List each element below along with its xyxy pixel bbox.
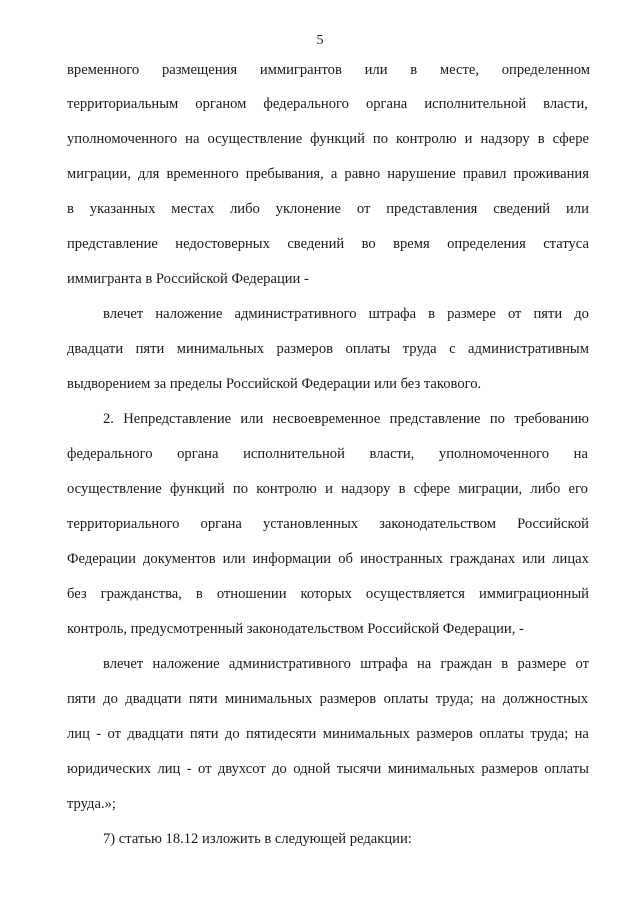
word: размере	[447, 306, 496, 322]
word: уполномоченного	[438, 446, 550, 462]
text-line-18	[103, 655, 589, 673]
word: минимальных	[387, 761, 475, 777]
text-line-21	[67, 760, 589, 778]
word: влечет	[103, 306, 144, 322]
word: или	[240, 411, 264, 427]
word: федерального	[263, 96, 349, 112]
word: территориальным	[67, 96, 179, 112]
word: сведений	[287, 236, 345, 252]
word: контролю	[256, 481, 317, 497]
word: сфере	[413, 481, 451, 497]
word: либо	[229, 201, 260, 217]
text-line-6	[67, 235, 589, 253]
text-line-16	[67, 585, 589, 603]
word: отношении	[216, 586, 287, 602]
word: миграции,	[67, 166, 131, 182]
word: размещения	[161, 62, 238, 78]
word: пребывания,	[245, 166, 324, 182]
text-line-11	[103, 410, 589, 428]
word: оплаты	[383, 691, 429, 707]
word: труда	[402, 341, 437, 357]
word: и	[325, 481, 333, 497]
word: во	[361, 236, 376, 252]
word: территориального	[67, 516, 180, 532]
word: уклонение	[275, 201, 342, 217]
word: до	[272, 761, 287, 777]
text-line-12	[67, 445, 588, 463]
word: на	[185, 131, 200, 147]
word: размеров	[416, 726, 473, 742]
word: юридических	[67, 761, 152, 777]
text-line-14	[67, 515, 589, 533]
word: уполномоченного	[67, 131, 178, 147]
word: временного	[67, 62, 140, 78]
text-line-13	[67, 480, 588, 498]
word: от	[107, 726, 121, 742]
word: до	[103, 691, 118, 707]
text-line-23: 7) статью 18.12 изложить в следующей редакции:	[103, 831, 412, 847]
word: власти,	[543, 96, 588, 112]
text-line-9	[67, 340, 589, 358]
word: а	[330, 166, 338, 182]
word: и	[464, 131, 473, 147]
word: федерального	[67, 446, 153, 462]
word: или	[522, 551, 546, 567]
word: до	[224, 726, 240, 742]
word: наложение	[152, 656, 220, 672]
word: по	[232, 481, 249, 497]
word: иммигрантов	[259, 62, 342, 78]
word: гражданах	[449, 551, 516, 567]
text-line-10: выдворением за пределы Российской Федерации или без такового.	[67, 376, 482, 392]
word: указанных	[89, 201, 156, 217]
word: исполнительной	[243, 446, 345, 462]
word: об	[338, 551, 353, 567]
word: минимальных	[322, 726, 410, 742]
word: время	[393, 236, 430, 252]
word: штрафа	[360, 656, 408, 672]
word: по	[489, 411, 505, 427]
word: на	[481, 691, 496, 707]
word: представление	[67, 236, 158, 252]
word: в	[398, 481, 406, 497]
word: одной	[293, 761, 331, 777]
word: сфере	[552, 131, 589, 147]
word: в	[410, 62, 418, 78]
text-line-3	[67, 130, 589, 148]
word: сведений	[493, 201, 551, 217]
word: размеров	[276, 341, 334, 357]
word: определенном	[501, 62, 590, 78]
word: контролю	[396, 131, 457, 147]
word: -	[96, 726, 102, 742]
word: Федерации	[67, 551, 136, 567]
word: двадцати	[127, 726, 184, 742]
word: или	[364, 62, 388, 78]
word: граждан	[440, 656, 493, 672]
word: с	[449, 341, 456, 357]
word: наложение	[155, 306, 223, 322]
word: правил	[462, 166, 507, 182]
word: или	[565, 201, 589, 217]
page-number: 5	[316, 33, 324, 48]
word: размеров	[319, 691, 377, 707]
word: двухсот	[217, 761, 266, 777]
word: миграции,	[458, 481, 523, 497]
word: документов	[142, 551, 216, 567]
word: влечет	[103, 656, 144, 672]
text-line-22: труда.»;	[67, 796, 116, 812]
word: в	[537, 131, 545, 147]
word: штрафа	[368, 306, 417, 322]
word: оплаты	[544, 761, 589, 777]
word: без	[67, 586, 87, 602]
word: определения	[447, 236, 526, 252]
word: административным	[468, 341, 589, 357]
word: функций	[310, 131, 365, 147]
word: нарушение	[387, 166, 456, 182]
word: законодательством	[379, 516, 496, 532]
word: в	[501, 656, 509, 672]
word: лицах	[552, 551, 589, 567]
word: местах	[171, 201, 215, 217]
word: месте,	[439, 62, 479, 78]
text-line-4	[67, 165, 589, 183]
word: либо	[530, 481, 561, 497]
word: оплаты	[479, 726, 524, 742]
word: или	[222, 551, 246, 567]
word: пяти	[189, 726, 219, 742]
text-line-5	[67, 200, 589, 218]
word: от	[575, 656, 589, 672]
word: которых	[300, 586, 352, 602]
word: в	[67, 201, 74, 217]
word: в	[195, 586, 203, 602]
word: информации	[252, 551, 332, 567]
word: пяти	[533, 306, 563, 322]
word: власти,	[369, 446, 415, 462]
word: временного	[166, 166, 239, 182]
word: надзору	[480, 131, 530, 147]
word: Российской	[517, 516, 589, 532]
word: функций	[169, 481, 225, 497]
word: административного	[234, 306, 357, 322]
word: двадцати	[125, 691, 182, 707]
word: по	[372, 131, 389, 147]
word: проживания	[513, 166, 589, 182]
word: до	[574, 306, 589, 322]
word: надзору	[341, 481, 391, 497]
word: от	[197, 761, 212, 777]
word: размеров	[481, 761, 538, 777]
word: представления	[386, 201, 478, 217]
word: для	[137, 166, 160, 182]
word: иностранных	[359, 551, 443, 567]
word: должностных	[502, 691, 588, 707]
word: труда;	[530, 726, 569, 742]
text-line-1	[67, 61, 590, 79]
word: 2.	[103, 411, 114, 427]
text-line-17: контроль, предусмотренный законодательством Российской Федерации, -	[67, 621, 524, 637]
word: представление	[389, 411, 481, 427]
word: статуса	[543, 236, 589, 252]
word: пятидесяти	[246, 726, 317, 742]
word: Непредставление	[123, 411, 232, 427]
word: требованию	[514, 411, 589, 427]
text-line-20	[67, 725, 589, 743]
word: осуществляется	[365, 586, 465, 602]
word: тысячи	[336, 761, 382, 777]
word: осуществление	[207, 131, 303, 147]
word: гражданства,	[100, 586, 182, 602]
word: равно	[344, 166, 381, 182]
text-line-2	[67, 95, 588, 113]
word: лиц	[157, 761, 181, 777]
word: на	[574, 726, 589, 742]
text-line-19	[67, 690, 588, 708]
word: оплаты	[345, 341, 391, 357]
word: пяти	[135, 341, 165, 357]
word: двадцати	[67, 341, 124, 357]
word: иммиграционный	[478, 586, 589, 602]
word: административного	[228, 656, 351, 672]
word: -	[186, 761, 192, 777]
word: на	[416, 656, 432, 672]
word: установленных	[262, 516, 359, 532]
text-line-8	[103, 305, 589, 323]
word: недостоверных	[175, 236, 270, 252]
word: от	[356, 201, 371, 217]
word: органа	[177, 446, 219, 462]
word: на	[573, 446, 588, 462]
word: пяти	[188, 691, 218, 707]
word: его	[568, 481, 588, 497]
word: осуществление	[67, 481, 162, 497]
word: минимальных	[224, 691, 313, 707]
word: в	[428, 306, 436, 322]
word: от	[507, 306, 522, 322]
word: органа	[365, 96, 408, 112]
word: несвоевременное	[272, 411, 381, 427]
word: лиц	[67, 726, 90, 742]
word: исполнительной	[424, 96, 527, 112]
text-line-7: иммигранта в Российской Федерации -	[67, 271, 309, 287]
text-line-15	[67, 550, 589, 568]
word: органом	[195, 96, 247, 112]
word: минимальных	[176, 341, 265, 357]
word: труда;	[435, 691, 474, 707]
word: пяти	[67, 691, 96, 707]
word: размере	[517, 656, 567, 672]
word: органа	[200, 516, 242, 532]
